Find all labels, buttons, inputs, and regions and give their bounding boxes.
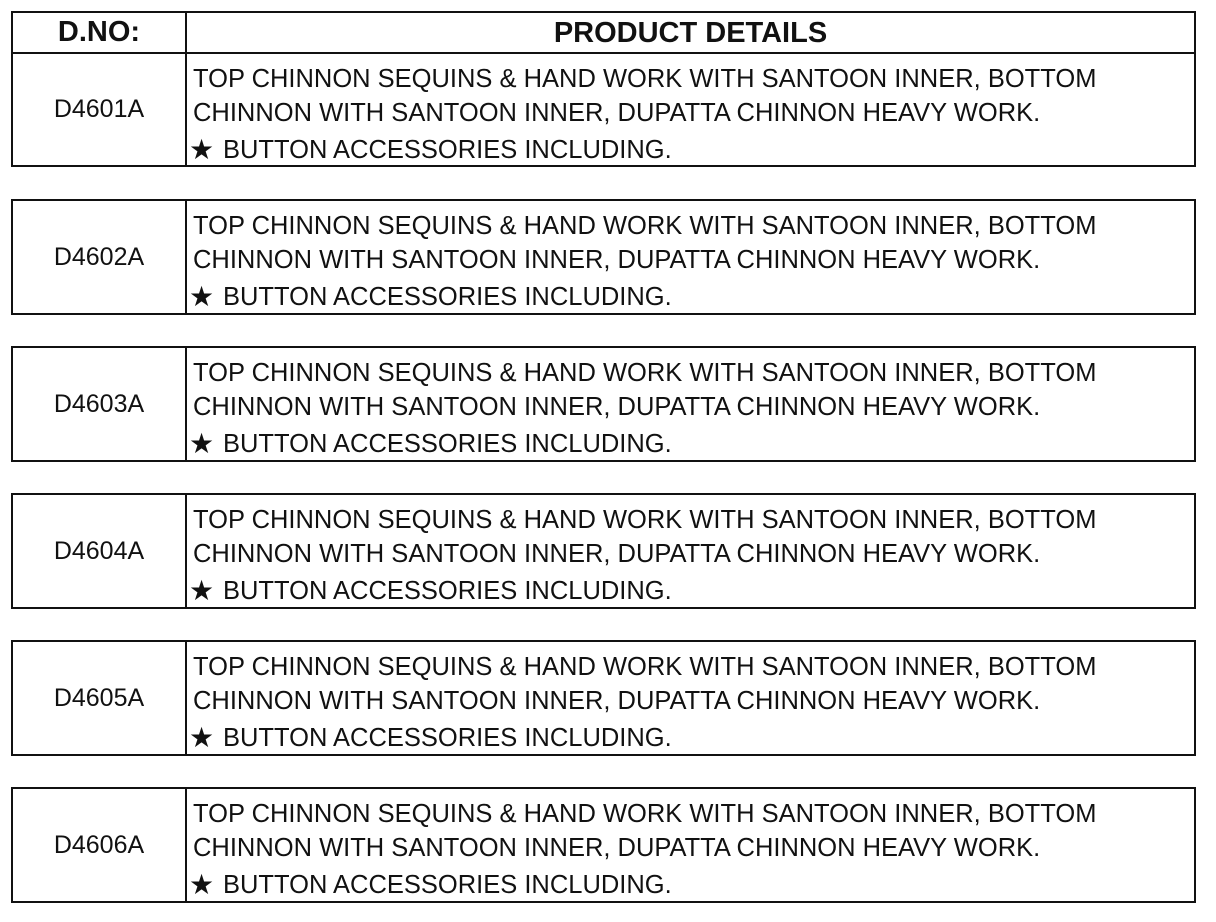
details-line-2: CHINNON WITH SANTOON INNER, DUPATTA CHINNON HEAVY WORK. xyxy=(193,687,1041,715)
details-line-1: TOP CHINNON SEQUINS & HAND WORK WITH SANTOON INNER, BOTTOM xyxy=(193,506,1097,534)
accessories-note: BUTTON ACCESSORIES INCLUDING. xyxy=(223,430,672,458)
accessories-note: BUTTON ACCESSORIES INCLUDING. xyxy=(223,283,672,311)
details-line-1: TOP CHINNON SEQUINS & HAND WORK WITH SANTOON INNER, BOTTOM xyxy=(193,800,1097,828)
design-number: D4604A xyxy=(13,495,187,607)
accessories-note: BUTTON ACCESSORIES INCLUDING. xyxy=(223,871,672,899)
details-line-2: CHINNON WITH SANTOON INNER, DUPATTA CHINNON HEAVY WORK. xyxy=(193,246,1041,274)
details-line-3 xyxy=(189,428,1194,459)
star-icon: ★ xyxy=(189,281,215,312)
product-details xyxy=(187,495,1194,607)
product-row xyxy=(11,346,1196,462)
dno-header: D.NO: xyxy=(13,13,187,52)
details-line-2: CHINNON WITH SANTOON INNER, DUPATTA CHINNON HEAVY WORK. xyxy=(193,393,1041,421)
design-number: D4605A xyxy=(13,642,187,754)
details-line-3 xyxy=(189,281,1194,312)
accessories-note: BUTTON ACCESSORIES INCLUDING. xyxy=(223,136,672,164)
details-line-3 xyxy=(189,869,1194,900)
product-details-header: PRODUCT DETAILS xyxy=(553,16,828,49)
star-icon: ★ xyxy=(189,575,215,606)
details-line-1: TOP CHINNON SEQUINS & HAND WORK WITH SANTOON INNER, BOTTOM xyxy=(193,65,1097,93)
design-number: D4606A xyxy=(13,789,187,901)
product-details xyxy=(187,642,1194,754)
details-line-2: CHINNON WITH SANTOON INNER, DUPATTA CHINNON HEAVY WORK. xyxy=(193,540,1041,568)
product-details xyxy=(187,201,1194,313)
design-number: D4603A xyxy=(13,348,187,460)
details-line-1: TOP CHINNON SEQUINS & HAND WORK WITH SANTOON INNER, BOTTOM xyxy=(193,359,1097,387)
star-icon: ★ xyxy=(189,134,215,165)
product-row xyxy=(11,640,1196,756)
design-number: D4602A xyxy=(13,201,187,313)
details-line-3 xyxy=(189,575,1194,606)
details-line-1: TOP CHINNON SEQUINS & HAND WORK WITH SANTOON INNER, BOTTOM xyxy=(193,653,1097,681)
details-line-3 xyxy=(189,134,1194,165)
star-icon: ★ xyxy=(189,428,215,459)
details-line-2: CHINNON WITH SANTOON INNER, DUPATTA CHINNON HEAVY WORK. xyxy=(193,99,1041,127)
product-row xyxy=(11,52,1196,167)
design-number: D4601A xyxy=(13,54,187,165)
star-icon: ★ xyxy=(189,869,215,900)
details-line-2: CHINNON WITH SANTOON INNER, DUPATTA CHINNON HEAVY WORK. xyxy=(193,834,1041,862)
product-row xyxy=(11,199,1196,315)
product-details xyxy=(187,789,1194,901)
product-details xyxy=(187,348,1194,460)
accessories-note: BUTTON ACCESSORIES INCLUDING. xyxy=(223,724,672,752)
product-row xyxy=(11,787,1196,903)
accessories-note: BUTTON ACCESSORIES INCLUDING. xyxy=(223,577,672,605)
details-line-1: TOP CHINNON SEQUINS & HAND WORK WITH SANTOON INNER, BOTTOM xyxy=(193,212,1097,240)
table-header xyxy=(11,11,1196,54)
details-line-3 xyxy=(189,722,1194,753)
star-icon: ★ xyxy=(189,722,215,753)
product-details xyxy=(187,54,1194,165)
product-row xyxy=(11,493,1196,609)
